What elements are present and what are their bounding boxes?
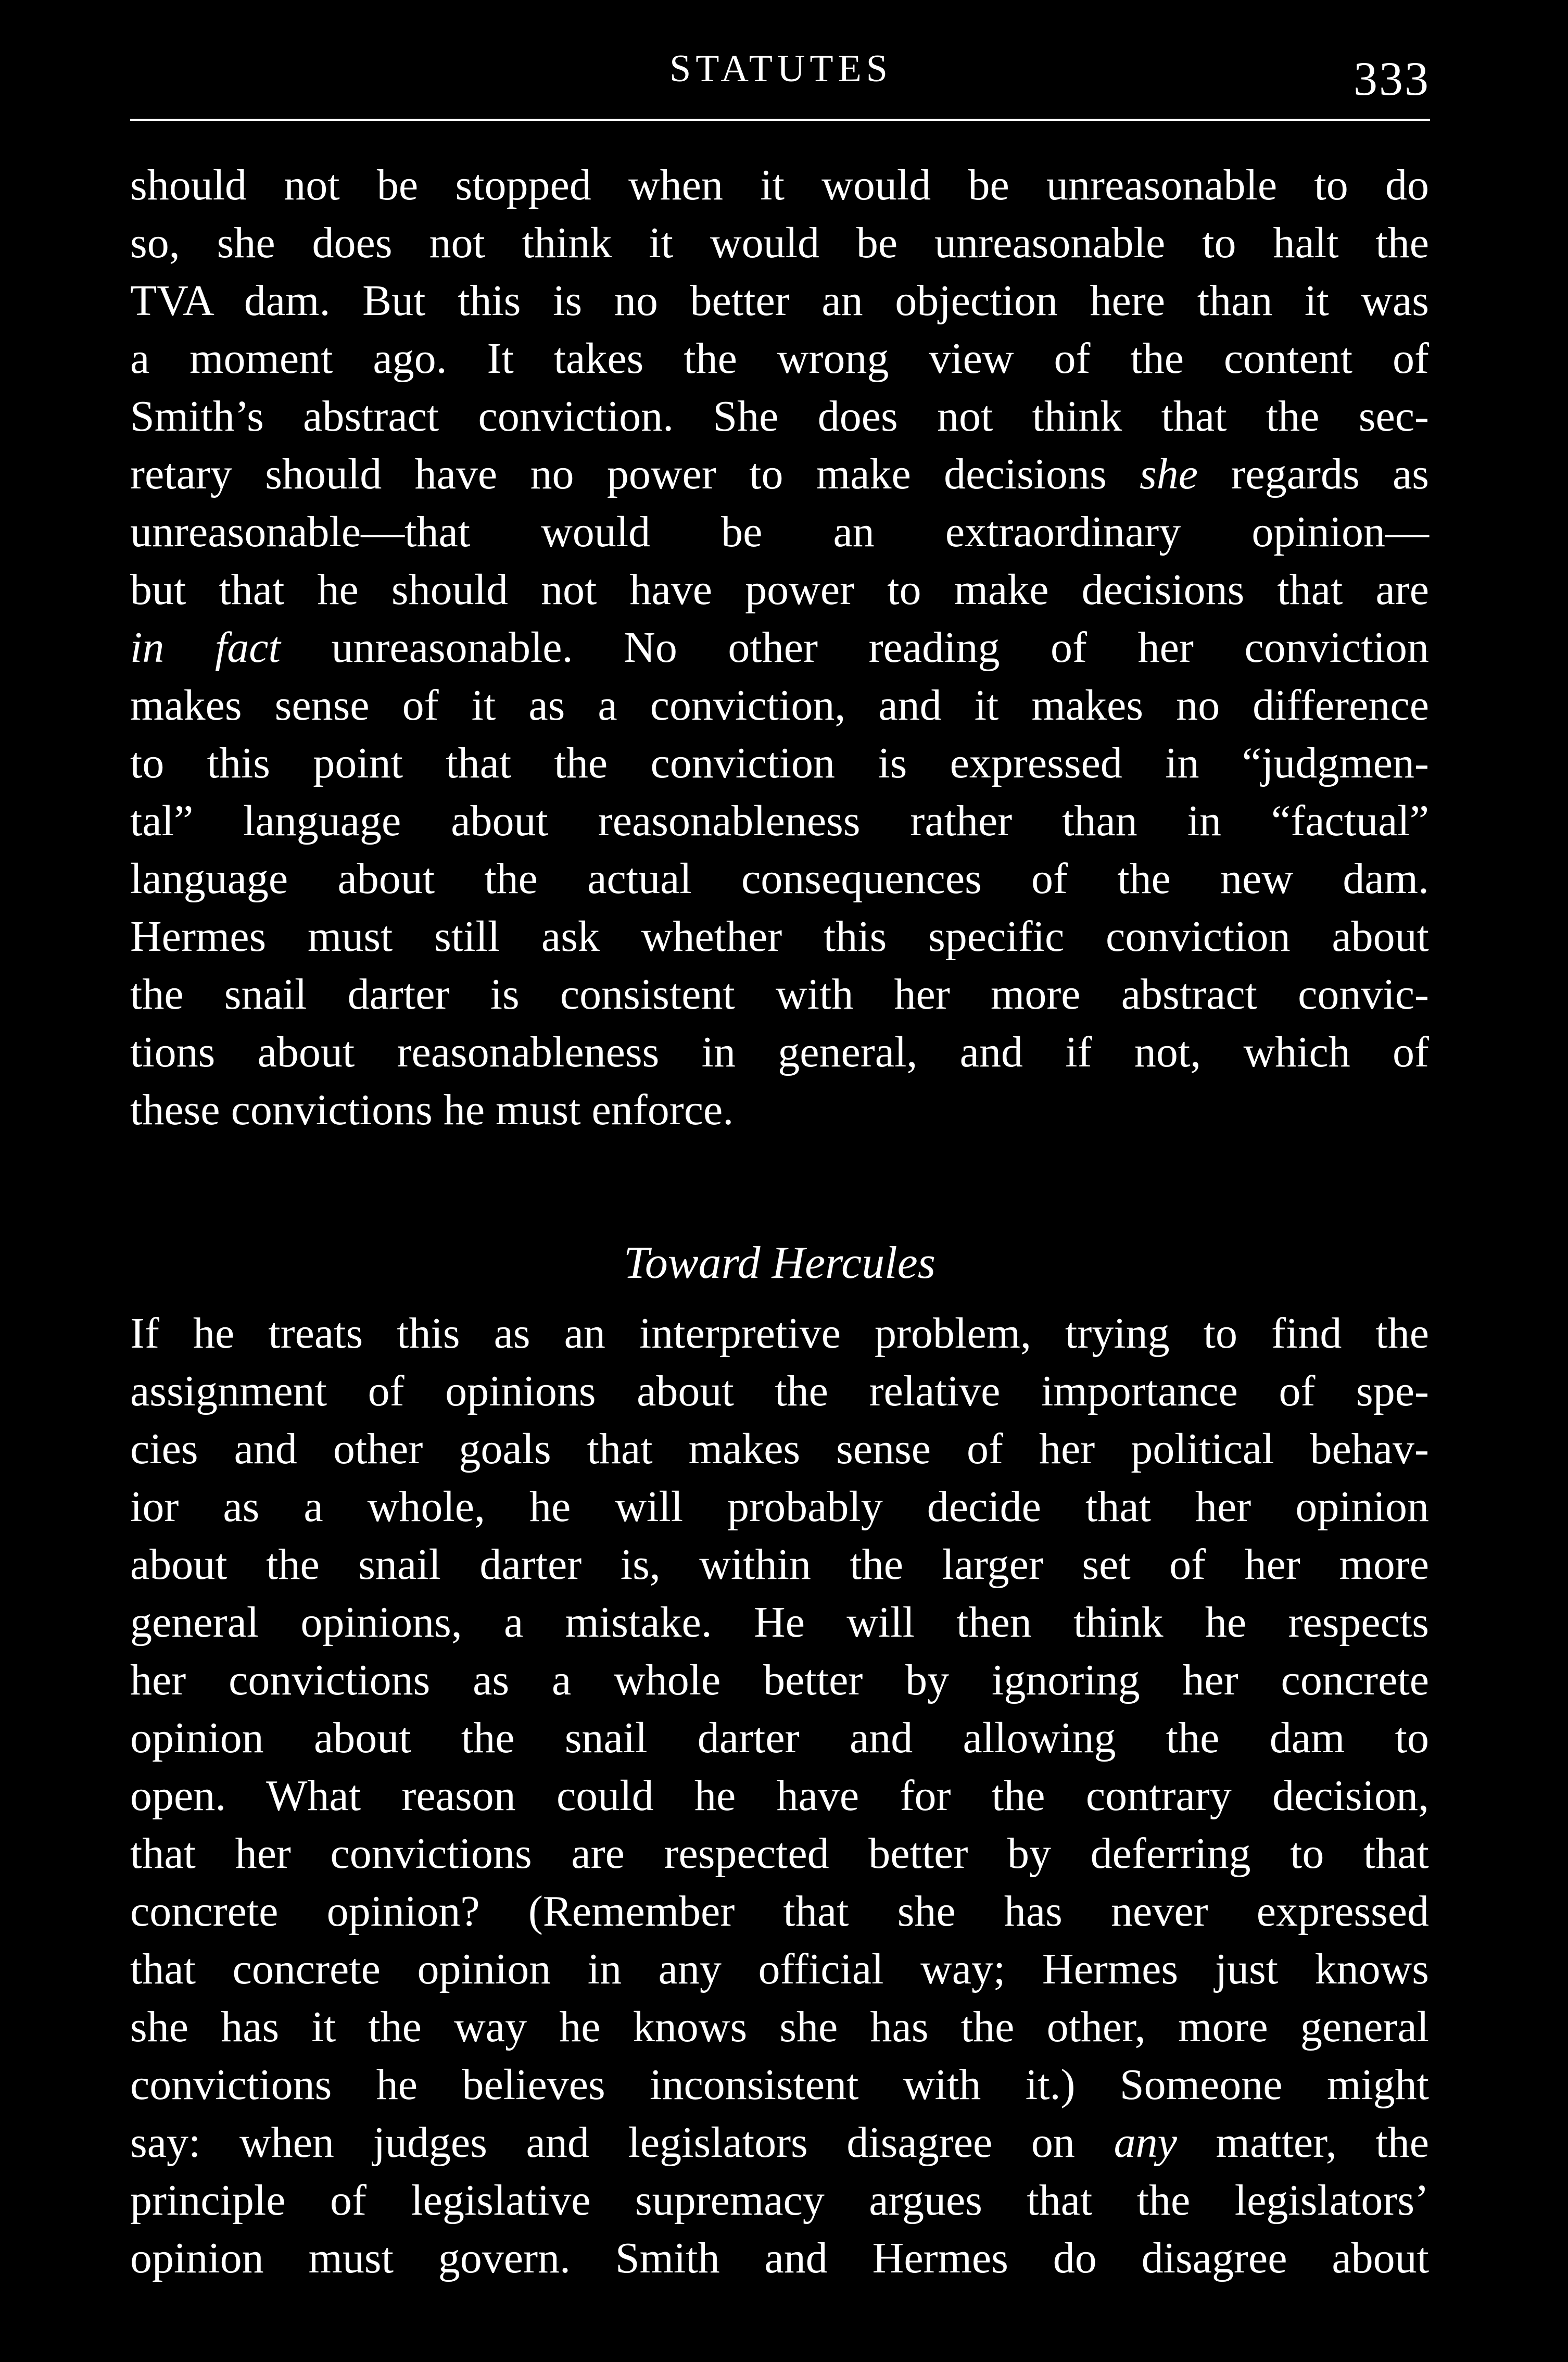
paragraph-1 [130,156,1429,1139]
text-line: her convictions as a whole better by ignoring her concrete [130,1656,1429,1704]
text-line: open. What reason could he have for the contrary decision, [130,1772,1429,1820]
text-segment: regards as [1198,450,1429,498]
text-line: Smith’s abstract conviction. She does not think that the sec- [130,392,1429,441]
paragraph-2 [130,1304,1429,2287]
text-line: that her convictions are respected better by deferring to that [130,1829,1429,1878]
text-line: If he treats this as an interpretive problem, trying to find the [130,1309,1429,1358]
text-line: general opinions, a mistake. He will then think he respects [130,1598,1429,1647]
text-line: TVA dam. But this is no better an objection here than it was [130,277,1429,325]
text-line: about the snail darter is, within the larger set of her more [130,1540,1429,1589]
emphasis-text: she [1140,450,1198,498]
text-line: unreasonable—that would be an extraordinary opinion— [130,508,1429,556]
text-segment: unreasonable. No other reading of her conviction [280,623,1429,672]
text-line: to this point that the conviction is expressed in “judgmen- [130,739,1429,787]
text-line: principle of legislative supremacy argues that the legislators’ [130,2176,1429,2225]
emphasis-text: in fact [130,623,281,672]
text-line: convictions he believes inconsistent with it.) Someone might [130,2061,1429,2109]
text-line [130,619,1429,676]
text-line: tal” language about reasonableness rather than in “factual” [130,797,1429,845]
text-line: these convictions he must enforce. [130,1086,734,1134]
page-number: 333 [1354,52,1430,105]
text-line: should not be stopped when it would be unreasonable to do [130,161,1429,209]
running-header: STATUTES [669,47,892,90]
header-divider [130,119,1430,121]
text-line: she has it the way he knows she has the other, more general [130,2003,1429,2051]
text-line: opinion must govern. Smith and Hermes do disagree about [130,2234,1429,2282]
text-segment: retary should have no power to make decisions [130,450,1140,498]
text-line: language about the actual consequences of the new dam. [130,855,1429,903]
text-line: tions about reasonableness in general, and if not, which of [130,1028,1429,1076]
text-line: Hermes must still ask whether this specific conviction about [130,912,1429,961]
text-line: makes sense of it as a conviction, and it makes no difference [130,681,1429,730]
section-heading: Toward Hercules [624,1238,935,1288]
text-line: a moment ago. It takes the wrong view of the content of [130,334,1429,383]
text-line: cies and other goals that makes sense of her political behav- [130,1425,1429,1473]
text-line: the snail darter is consistent with her more abstract convic- [130,970,1429,1019]
text-line: opinion about the snail darter and allowing the dam to [130,1714,1429,1762]
emphasis-text: any [1114,2118,1177,2167]
text-line: assignment of opinions about the relative importance of spe- [130,1367,1429,1415]
text-line [130,2114,1429,2171]
text-line [130,445,1429,503]
text-line: ior as a whole, he will probably decide that her opinion [130,1482,1429,1531]
text-segment: matter, the [1177,2118,1430,2167]
text-line: concrete opinion? (Remember that she has never expressed [130,1887,1429,1936]
text-line: so, she does not think it would be unreasonable to halt the [130,219,1429,267]
text-segment: say: when judges and legislators disagree on [130,2118,1114,2167]
text-line: but that he should not have power to make decisions that are [130,566,1429,614]
text-line: that concrete opinion in any official way; Hermes just knows [130,1945,1429,1993]
